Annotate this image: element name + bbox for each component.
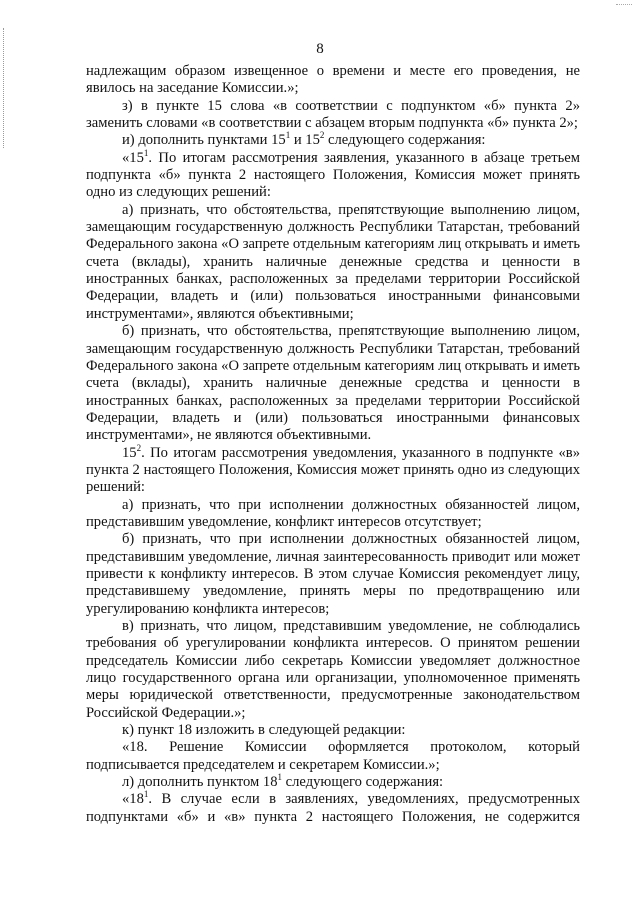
- text-run: следующего содержания:: [282, 774, 444, 791]
- superscript: 2: [319, 130, 325, 141]
- superscript: 2: [136, 442, 142, 453]
- paragraph-item-l: [86, 774, 580, 791]
- text-run: 15: [122, 444, 137, 461]
- superscript: 1: [143, 147, 149, 158]
- text-run: . В случае если в заявлениях, уведомлениях, предусмотренных подпунктами «б» и «в» пункта 2 настоящего Положения, не содержится: [86, 791, 580, 825]
- paragraph-item-k: к) пункт 18 изложить в следующей редакции:: [122, 722, 406, 739]
- paragraph-subitem-b: б) признать, что при исполнении должностных обязанностей лицом, представившим уведомление, личная заинтересованность приводит или может привести к конфликту интересов. В этом случае Комиссия рекомендует лицу, представившему уведомление, принять меры по предотвращению или урегулированию конфликта интересов;: [86, 531, 580, 617]
- text-run: «15: [122, 149, 144, 166]
- document-body: [86, 63, 580, 826]
- text-run: . По итогам рассмотрения уведомления, указанного в подпункте «в» пункта 2 настоящего Положения, Комиссия может принять одно из следующих решений:: [86, 444, 580, 496]
- text-run: «18: [122, 791, 144, 808]
- paragraph-subitem-a: а) признать, что обстоятельства, препятствующие выполнению лицом, замещающим государственную должность Республики Татарстан, требований Федерального закона «О запрете отдельным категориям лиц открывать и иметь счета (вклады), хранить наличные денежные средства и ценности в иностранных банках, расположенных за пределами территории Российской Федерации, владеть и (или) пользоваться иностранными финансовыми инструментами», являются объективными;: [86, 201, 580, 322]
- text-run: и) дополнить пунктами 15: [122, 132, 286, 149]
- paragraph-item-i: [86, 132, 580, 149]
- paragraph-point-15-1: [86, 147, 580, 202]
- text-run: . По итогам рассмотрения заявления, указанного в абзаце третьем подпункта «б» пункта 2 настоящего Положения, Комиссия может принять одно из следующих решений:: [86, 149, 580, 201]
- page-number: 8: [316, 41, 324, 57]
- text-run: следующего содержания:: [324, 132, 486, 149]
- text-run: и 15: [290, 132, 320, 149]
- paragraph-point-18-1: [86, 791, 580, 826]
- paragraph-item-z: з) в пункте 15 слова «в соответствии с подпунктом «б» пункта 2» заменить словами «в соответствии с абзацем вторым подпункта «б» пункта 2»;: [86, 97, 580, 132]
- paragraph-subitem-v: в) признать, что лицом, представившим уведомление, не соблюдались требования об урегулировании конфликта интересов. О принятом решении председатель Комиссии либо секретарь Комиссии уведомляет должностное лицо государственного органа или организации, уполномоченное применять меры юридической ответственности, предусмотренные законодательством Российской Федерации.»;: [86, 618, 580, 721]
- text-run: л) дополнить пунктом 18: [122, 774, 278, 791]
- scan-corner-mark: [616, 4, 632, 11]
- superscript: 1: [143, 789, 149, 800]
- paragraph-subitem-b: б) признать, что обстоятельства, препятствующие выполнению лицом, замещающим государственную должность Республики Татарстан, требований Федерального закона «О запрете отдельным категориям лиц открывать и иметь счета (вклады), хранить наличные денежные средства и ценности в иностранных банках, расположенных за пределами территории Российской Федерации, владеть и (или) пользоваться иностранными финансовых инструментами», не являются объективными.: [86, 323, 580, 444]
- superscript: 1: [285, 130, 291, 141]
- paragraph-subitem-a: а) признать, что при исполнении должностных обязанностей лицом, представившим уведомление, конфликт интересов отсутствует;: [86, 496, 580, 530]
- paragraph-continuation: надлежащим образом извещенное о времени и месте его проведения, не явилось на заседание Комиссии.»;: [86, 63, 580, 97]
- superscript: 1: [277, 772, 283, 783]
- paragraph-point-18: «18. Решение Комиссии оформляется протоколом, который подписывается председателем и секретарем Комиссии.»;: [86, 739, 580, 773]
- paragraph-point-15-2: [86, 442, 580, 497]
